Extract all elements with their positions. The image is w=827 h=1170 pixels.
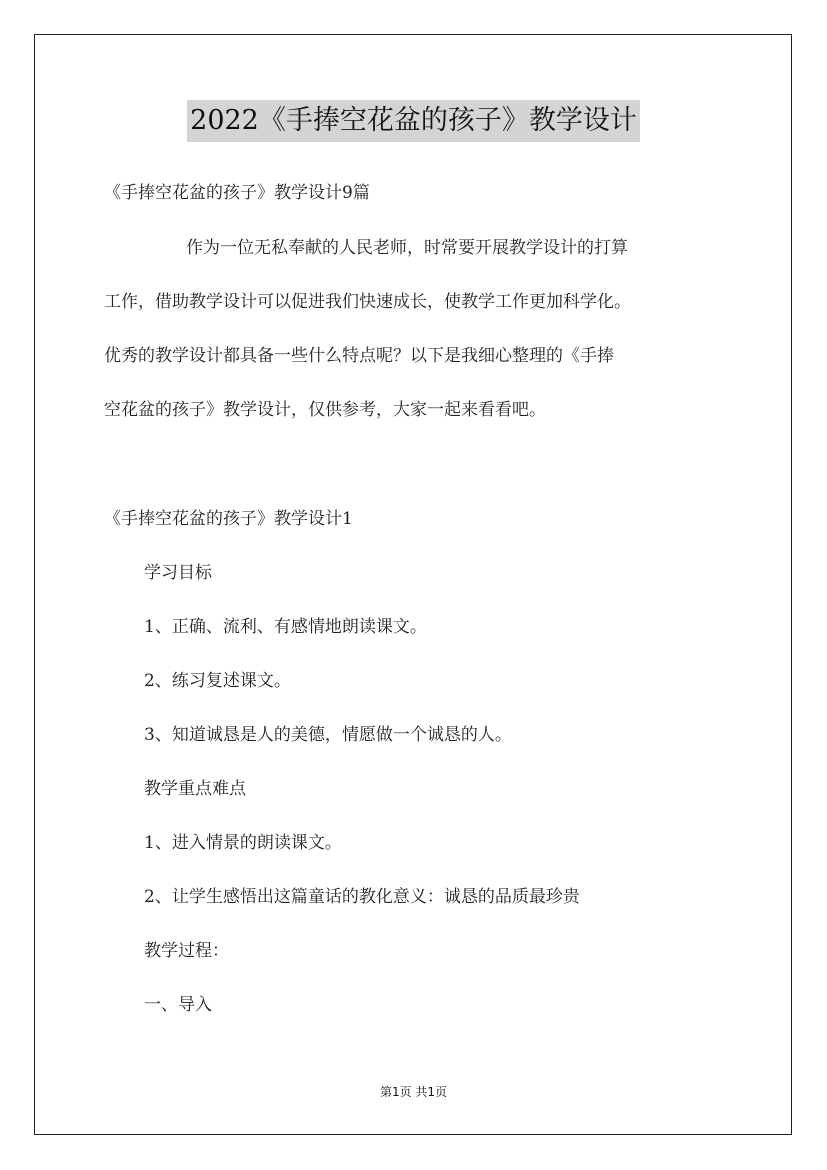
key-point-item-1: 1、进入情景的朗读课文。 (144, 833, 342, 853)
objective-item-2: 2、练习复述课文。 (144, 671, 291, 691)
objectives-heading: 学习目标 (144, 563, 212, 583)
key-point-item-2: 2、让学生感悟出这篇童话的教化意义：诚恳的品质最珍贵 (144, 887, 580, 907)
intro-line-4: 空花盆的孩子》教学设计，仅供参考，大家一起来看看吧。 (104, 400, 546, 420)
key-points-heading: 教学重点难点 (144, 779, 246, 799)
process-heading: 教学过程： (144, 941, 229, 961)
process-step-1: 一、导入 (144, 995, 212, 1015)
title-container (0, 100, 827, 142)
objective-item-1: 1、正确、流利、有感情地朗读课文。 (144, 617, 427, 637)
intro-line-1: 作为一位无私奉献的人民老师，时常要开展教学设计的打算 (186, 238, 628, 258)
document-title: 2022《手捧空花盆的孩子》教学设计 (187, 100, 640, 142)
intro-line-3: 优秀的教学设计都具备一些什么特点呢？以下是我细心整理的《手捧 (104, 346, 614, 366)
objective-item-3: 3、知道诚恳是人的美德，情愿做一个诚恳的人。 (144, 725, 512, 745)
document-subtitle: 《手捧空花盆的孩子》教学设计9篇 (104, 183, 370, 203)
section-heading: 《手捧空花盆的孩子》教学设计1 (104, 509, 353, 529)
intro-line-2: 工作，借助教学设计可以促进我们快速成长，使教学工作更加科学化。 (104, 292, 631, 312)
page-footer: 第1页 共1页 (379, 1085, 448, 1099)
